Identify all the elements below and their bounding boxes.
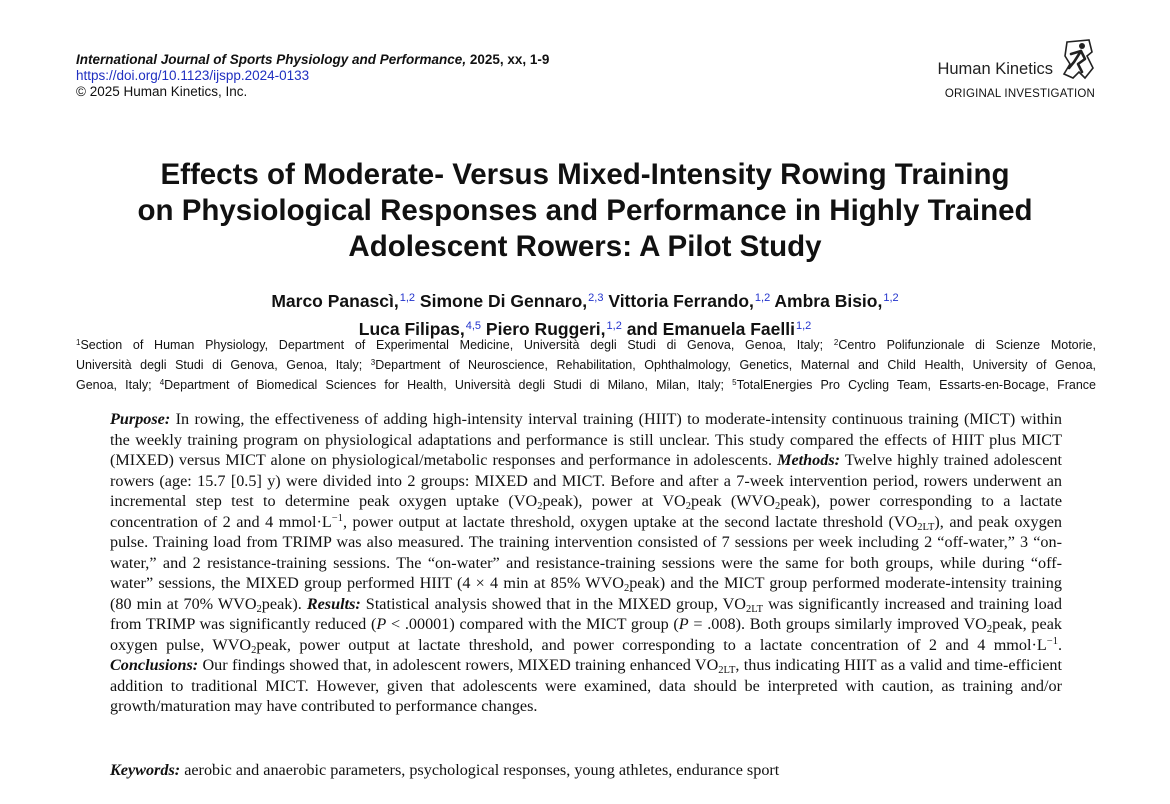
author-name: Simone Di Gennaro, <box>419 291 588 311</box>
journal-name: International Journal of Sports Physiology and Performance, <box>76 52 467 67</box>
title-line-1: Effects of Moderate- Versus Mixed-Intensity Rowing Training <box>160 158 1010 191</box>
author-affiliation-ref[interactable]: 1,2 <box>795 320 812 332</box>
journal-citation <box>76 52 549 68</box>
author-name: Luca Filipas, <box>358 319 465 339</box>
author-affiliation-ref[interactable]: 1,2 <box>399 292 416 304</box>
subscript: 2 <box>685 501 691 512</box>
results-text: was significantly increased and training load from TRIMP was significantly reduced ( <box>110 594 1062 633</box>
journal-volume: 2025, xx, 1-9 <box>466 52 550 67</box>
journal-header <box>76 52 549 100</box>
affiliation-number: 4 <box>159 378 165 387</box>
affiliation-text: Department of Neuroscience, Rehabilitation, Ophthalmology, Genetics, Maternal and Child Health, University of Genoa, <box>375 358 1097 372</box>
p-value-symbol: P <box>376 615 387 633</box>
author-affiliation-ref[interactable]: 4,5 <box>465 320 482 332</box>
keywords-text: aerobic and anaerobic parameters, psychological responses, young athletes, endurance sport <box>180 761 780 779</box>
copyright: © 2025 Human Kinetics, Inc. <box>76 84 248 99</box>
results-text: peak, peak oxygen pulse, WVO <box>110 615 1062 654</box>
results-text: < .00001) compared with the MICT group ( <box>386 615 679 633</box>
affiliation-text: Genoa, Italy; <box>76 378 160 392</box>
affiliation-number: 2 <box>833 338 839 347</box>
methods-text: , power output at lactate threshold, oxygen uptake at the second lactate threshold (VO <box>342 512 918 531</box>
author-affiliation-ref[interactable]: 1,2 <box>754 292 771 304</box>
methods-text: peak) and the MICT group performed moderate-intensity training (80 min at 70% WVO <box>110 574 1062 613</box>
subscript: 2LT <box>718 665 736 676</box>
keywords-label: Keywords: <box>110 761 181 779</box>
purpose-text: In rowing, the effectiveness of adding high-intensity interval training (HIIT) to moderate-intensity continuous training (MICT) within the weekly training program on physiological adaptations and performance is still unclear. This study compared the effects of HIIT plus MICT (MIXED) versus MICT alone on physiological/metabolic responses and performance in adolescents. <box>110 410 1062 469</box>
conclusions-text: , thus indicating HIIT as a valid and time-efficient addition to traditional MICT. However, given that adolescents were examined, data should be interpreted with caution, as training and/or growth/maturation may have contributed to performance changes. <box>110 656 1062 715</box>
author-affiliation-ref[interactable]: 2,3 <box>588 292 604 304</box>
purpose-label: Purpose: <box>110 410 171 428</box>
subscript: 2 <box>256 603 262 615</box>
author-affiliation-ref[interactable]: 1,2 <box>606 320 622 332</box>
affiliation-line-1 <box>76 334 1096 354</box>
affiliations <box>76 334 1096 394</box>
article-type: ORIGINAL INVESTIGATION <box>944 88 1095 100</box>
subscript: 2 <box>986 624 993 635</box>
article-title <box>60 157 1110 265</box>
author-name: Marco Panascì, <box>271 291 399 311</box>
subscript: 2 <box>537 501 543 512</box>
affiliation-text: Section of Human Physiology, Department of Experimental Medicine, Università degli Studi di Genova, Genoa, Italy; <box>80 338 834 352</box>
methods-text: peak (WVO <box>690 492 775 510</box>
doi-link[interactable]: https://doi.org/10.1123/ijspp.2024-0133 <box>76 68 310 83</box>
abstract <box>110 409 1062 717</box>
affiliation-line-3 <box>76 374 1096 394</box>
results-text: = .008). Both groups similarly improved VO <box>688 615 987 633</box>
author-name: Piero Ruggeri, <box>485 319 606 339</box>
publisher-block <box>775 38 1095 100</box>
superscript: −1 <box>331 512 343 524</box>
results-text: . <box>1057 635 1062 654</box>
affiliation-text: TotalEnergies Pro Cycling Team, Essarts-en-Bocage, France <box>736 378 1096 392</box>
publisher-name: Human Kinetics <box>937 60 1053 78</box>
affiliation-number: 3 <box>370 358 376 367</box>
methods-text: peak), power corresponding to a lactate concentration of 2 and 4 mmol·L <box>110 492 1063 531</box>
author-affiliation-ref[interactable]: 1,2 <box>883 292 899 304</box>
results-text: Statistical analysis showed that in the MIXED group, VO <box>360 594 746 613</box>
methods-text: peak). <box>261 594 307 613</box>
p-value-symbol: P <box>678 615 689 633</box>
affiliation-text: Università degli Studi di Genova, Genoa, Italy; <box>76 358 371 372</box>
methods-text: peak), power at VO <box>542 492 686 510</box>
keywords <box>110 760 1062 780</box>
affiliation-number: 1 <box>76 338 81 347</box>
superscript: −1 <box>1046 635 1058 647</box>
conclusions-label: Conclusions: <box>110 656 199 674</box>
subscript: 2LT <box>917 521 935 533</box>
subscript: 2 <box>774 501 781 512</box>
methods-label: Methods: <box>777 451 841 469</box>
methods-text: ), and peak oxygen pulse. Training load from TRIMP was also measured. The training intervention consisted of 7 sessions per week including 2 “off-water,” 3 “on-water,” and 2 resistance-training sessions. The “on-water” and resistance-training sessions were the same for both groups, while during “off-water” sessions, the MIXED group performed HIIT (4 × 4 min at 85% WVO <box>110 512 1062 592</box>
methods-text: Twelve highly trained adolescent rowers (age: 15.7 [0.5] y) were divided into 2 groups: MIXED and MICT. Before and after a 7-week intervention period, rowers underwent an incremental step test to determine peak oxygen uptake (VO <box>110 451 1062 510</box>
author-name: Vittoria Ferrando, <box>608 291 754 311</box>
results-text: peak, power output at lactate threshold, and power corresponding to a lactate concentration of 2 and 4 mmol·L <box>256 635 1047 654</box>
subscript: 2 <box>623 583 630 594</box>
title-line-3: Adolescent Rowers: A Pilot Study <box>348 230 822 263</box>
affiliation-number: 5 <box>732 378 737 387</box>
affiliation-text: Centro Polifunzionale di Scienze Motorie, <box>838 338 1096 352</box>
title-line-2: on Physiological Responses and Performance in Highly Trained <box>137 194 1033 227</box>
results-label: Results: <box>306 594 361 613</box>
affiliation-text: Department of Biomedical Sciences for Health, Università degli Studi di Milano, Milan, Italy; <box>164 378 733 392</box>
subscript: 2LT <box>745 603 764 615</box>
subscript: 2 <box>251 644 257 656</box>
author-name: and Emanuela Faelli <box>626 319 795 339</box>
author-name: Ambra Bisio, <box>774 291 883 311</box>
human-kinetics-logo-icon <box>1061 38 1095 80</box>
conclusions-text: Our findings showed that, in adolescent rowers, MIXED training enhanced VO <box>198 656 719 674</box>
affiliation-line-2 <box>76 354 1096 374</box>
